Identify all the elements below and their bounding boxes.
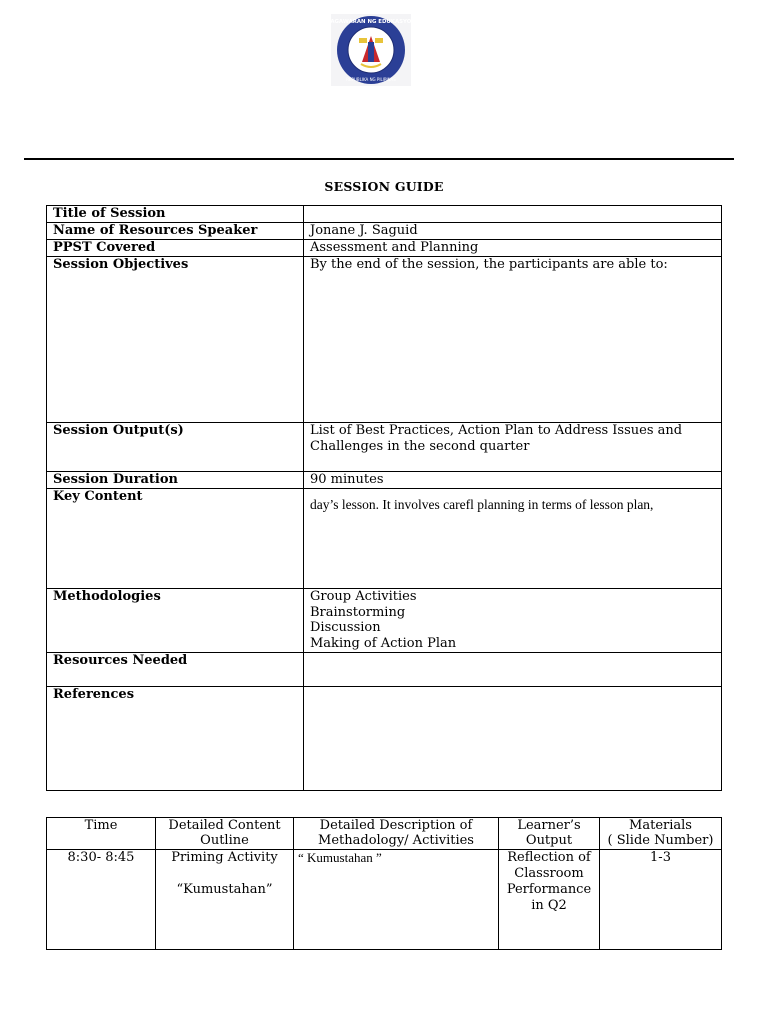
svg-text:REPUBLIKA NG PILIPINAS: REPUBLIKA NG PILIPINAS (346, 77, 396, 82)
outline-cell (156, 850, 294, 950)
row-label: Session Objectives (47, 257, 304, 423)
table-row (47, 589, 722, 653)
table-row (47, 489, 722, 589)
time-cell: 8:30- 8:45 (47, 850, 156, 950)
table-row (47, 850, 722, 950)
methodology-item: Brainstorming (310, 604, 406, 620)
header-line: Detailed Content (168, 818, 281, 833)
table-row (47, 206, 722, 223)
header-line: Outline (200, 833, 249, 848)
output-line: Reflection of (507, 850, 591, 865)
table-row (47, 223, 722, 240)
ppst-value: Assessment and Planning (304, 240, 722, 257)
row-label: Session Duration (47, 472, 304, 489)
session-info-table (46, 205, 722, 791)
header-divider (24, 158, 734, 160)
row-label: Resources Needed (47, 653, 304, 687)
header-line: Time (84, 818, 118, 833)
column-header (294, 818, 499, 850)
table-row (47, 653, 722, 687)
row-label: PPST Covered (47, 240, 304, 257)
duration-value: 90 minutes (304, 472, 722, 489)
column-header (499, 818, 600, 850)
row-label: Session Output(s) (47, 423, 304, 472)
row-label: Name of Resources Speaker (47, 223, 304, 240)
table-row (47, 472, 722, 489)
schedule-table (46, 817, 722, 950)
methodology-item: Discussion (310, 620, 381, 635)
methodology-item: Group Activities (310, 589, 417, 604)
column-header (600, 818, 722, 850)
header-line: Materials (629, 818, 692, 833)
row-label: Key Content (47, 489, 304, 589)
table-row (47, 257, 722, 423)
header-line: Output (525, 833, 573, 848)
row-label: References (47, 687, 304, 791)
speaker-value: Jonane J. Saguid (304, 223, 722, 240)
output-line: Performance (506, 882, 592, 897)
output-value: List of Best Practices, Action Plan to Address Issues and Challenges in the second quarter (304, 423, 722, 472)
document-title: SESSION GUIDE (324, 179, 444, 194)
table-row (47, 423, 722, 472)
materials-cell: 1-3 (600, 850, 722, 950)
header-line: Detailed Description of (319, 818, 473, 833)
row-label: Methodologies (47, 589, 304, 653)
deped-seal-logo (326, 14, 416, 86)
resources-value (304, 653, 722, 687)
table-row (47, 687, 722, 791)
column-header (47, 818, 156, 850)
table-row (47, 240, 722, 257)
learner-output-cell (499, 850, 600, 950)
row-label: Title of Session (47, 206, 304, 223)
objectives-value: By the end of the session, the participants are able to: (304, 257, 722, 423)
svg-text:KAGAWARAN NG EDUKASYON: KAGAWARAN NG EDUKASYON (326, 19, 416, 25)
output-line: in Q2 (531, 898, 567, 913)
row-value (304, 206, 722, 223)
methodologies-cell (304, 589, 722, 653)
output-line: Classroom (514, 866, 584, 881)
outline-line: “Kumustahan” (176, 882, 273, 897)
header-line: Learner’s (517, 818, 581, 833)
methodology-item: Making of Action Plan (310, 635, 457, 651)
header-line: ( Slide Number) (607, 833, 714, 848)
key-content-value: day’s lesson. It involves carefl planning in terms of lesson plan, (310, 497, 654, 512)
table-header-row (47, 818, 722, 850)
description-cell: “ Kumustahan ” (294, 850, 499, 950)
references-value (304, 687, 722, 791)
column-header (156, 818, 294, 850)
outline-line: Priming Activity (171, 850, 278, 865)
key-content-cell (304, 489, 722, 589)
header-line: Methadology/ Activities (318, 833, 474, 848)
